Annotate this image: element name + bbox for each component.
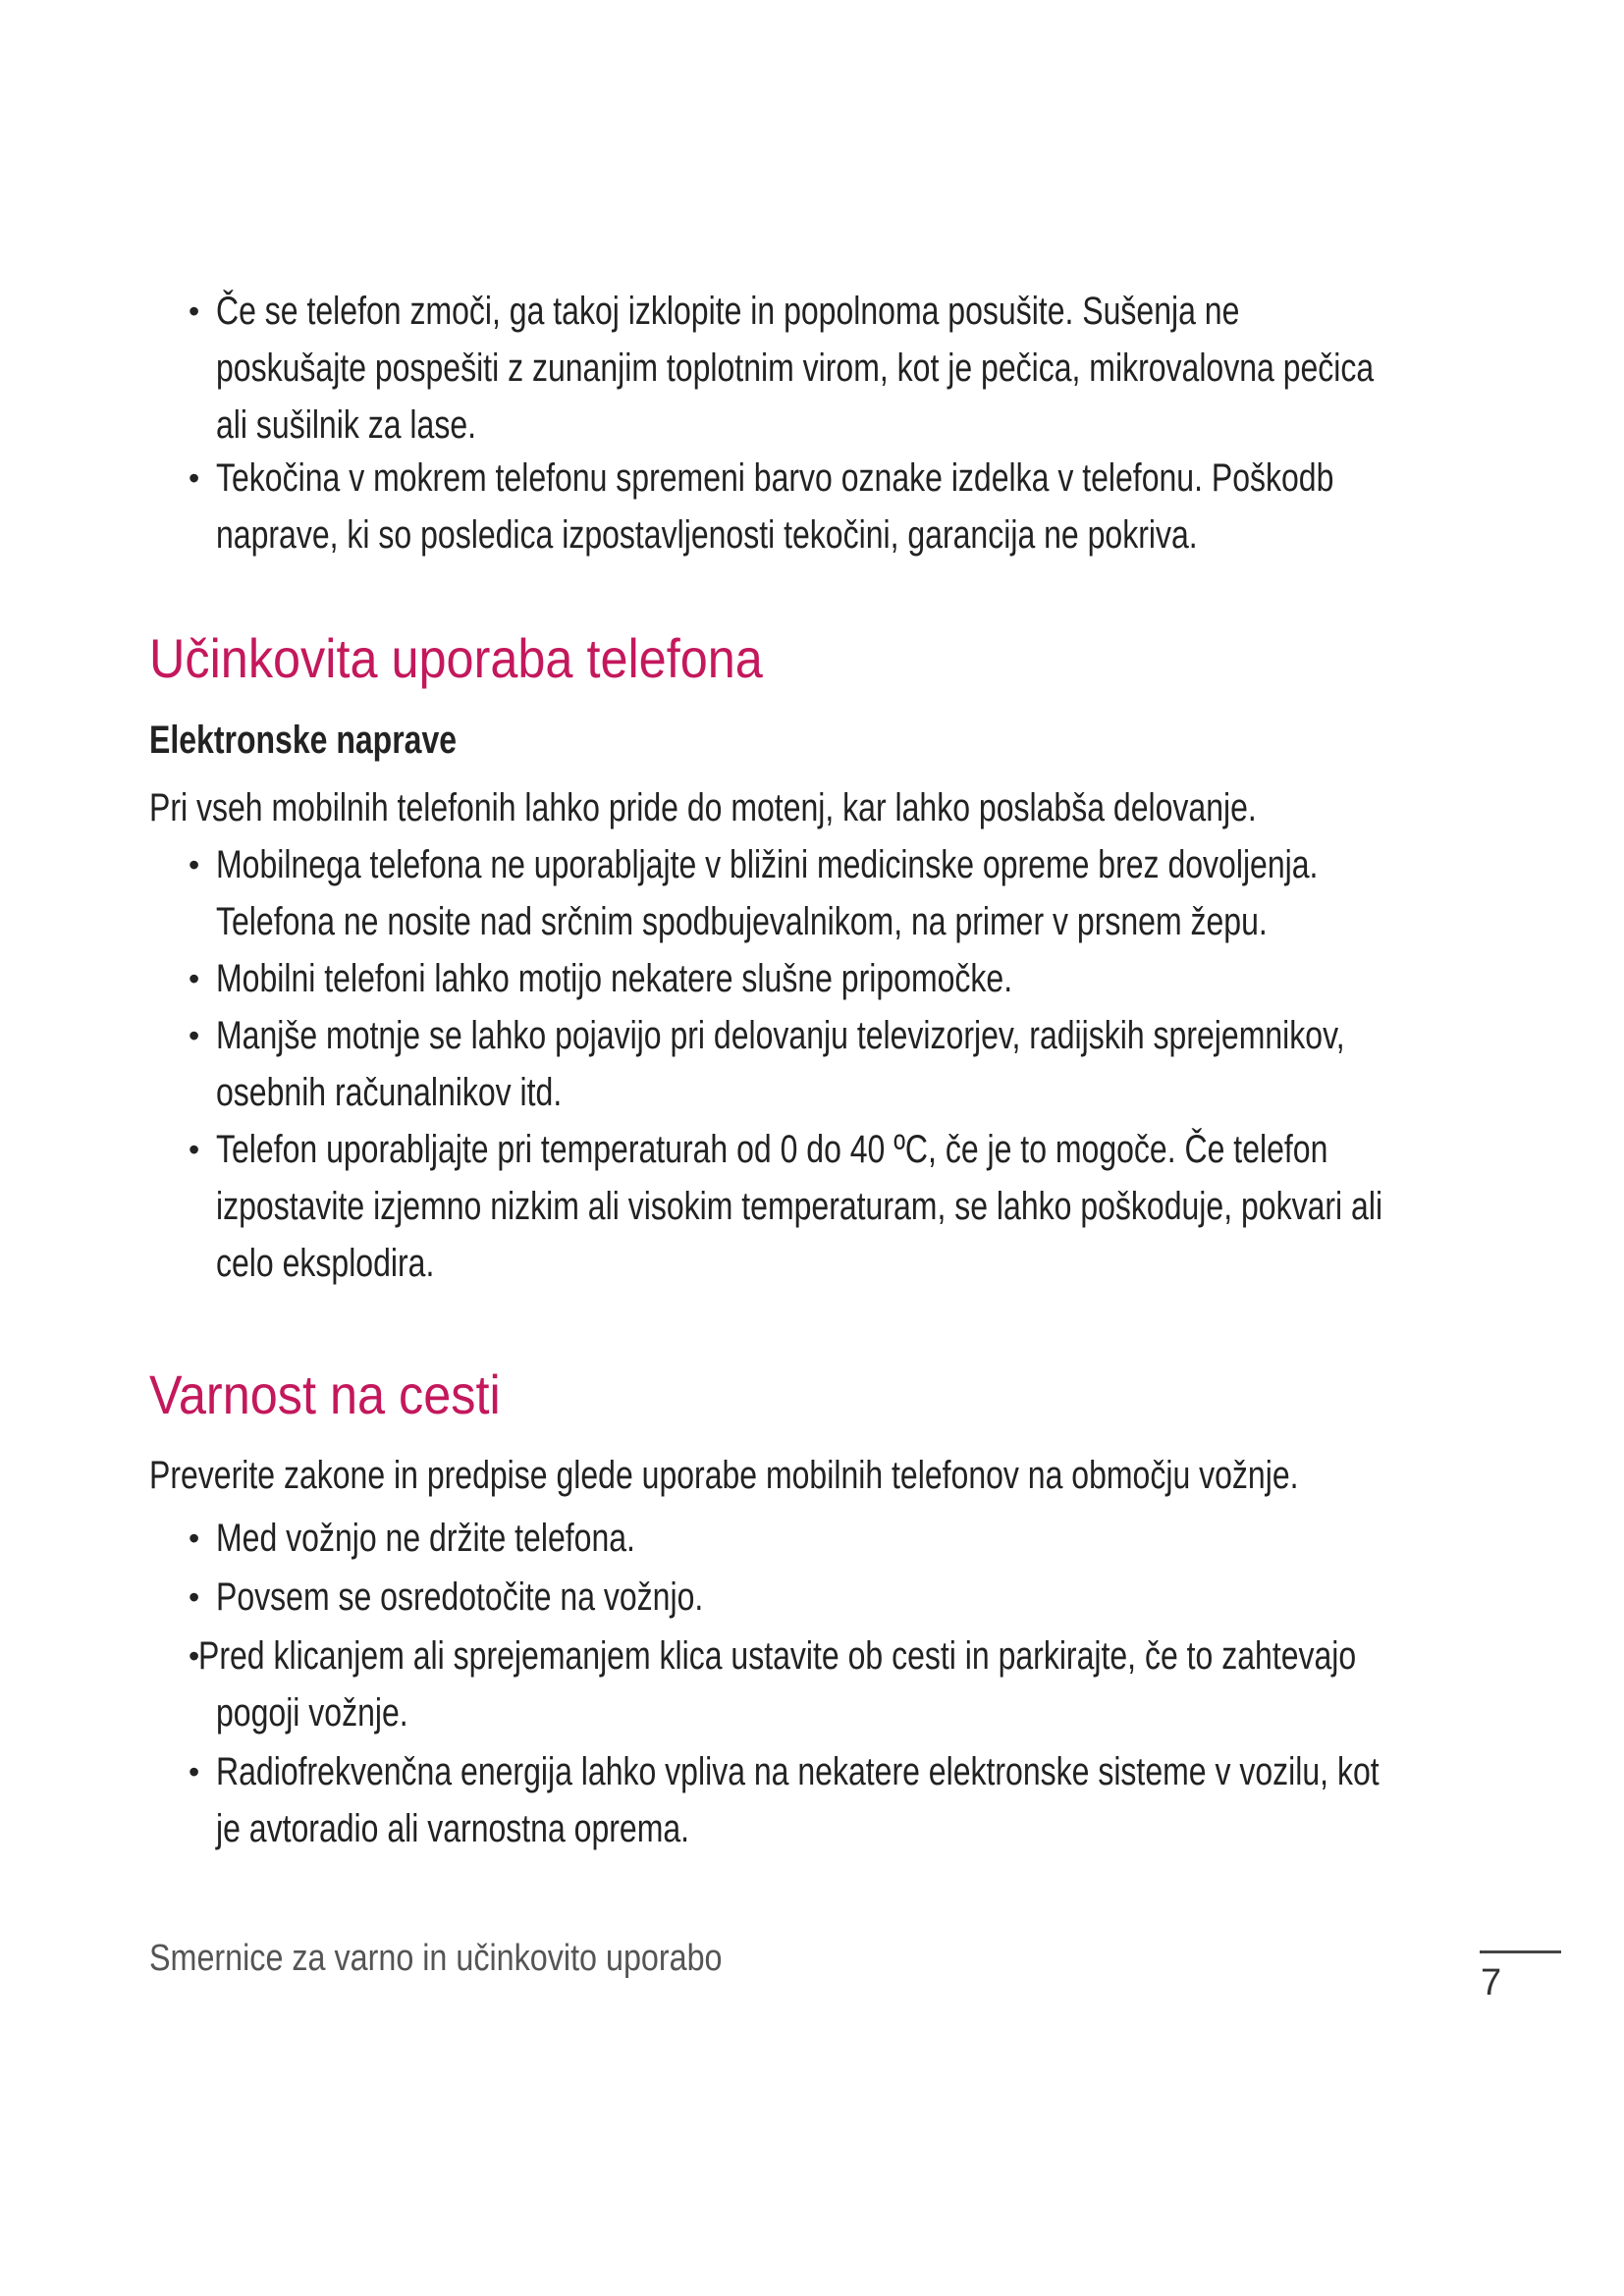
list-item-line: Manjše motnje se lahko pojavijo pri delovanju televizorjev, radijskih sprejemnikov,	[216, 1014, 1345, 1057]
list-item-line: Telefona ne nosite nad srčnim spodbujevalnikom, na primer v prsnem žepu.	[216, 900, 1268, 943]
list-item	[149, 1569, 1494, 1626]
bullet-icon: •	[189, 1579, 200, 1615]
footer-section-name: Smernice za varno in učinkovito uporabo	[149, 1938, 723, 1979]
list-item	[149, 1007, 1494, 1121]
bullet-icon: •	[189, 294, 200, 329]
section-intro: Preverite zakone in predpise glede uporabe mobilnih telefonov na območju vožnje.	[149, 1454, 1299, 1497]
list-item-line: Radiofrekvenčna energija lahko vpliva na nekatere elektronske sisteme v vozilu, kot	[216, 1750, 1380, 1793]
bullet-icon: •	[189, 460, 200, 496]
page-content	[149, 283, 1494, 1857]
list-item	[149, 1743, 1494, 1857]
list-item-line: Tekočina v mokrem telefonu spremeni barvo oznake izdelka v telefonu. Poškodb	[216, 456, 1334, 500]
list-item-line: Telefon uporabljajte pri temperaturah od 0 do 40 ºC, če je to mogoče. Če telefon	[216, 1128, 1328, 1171]
list-item-line: naprave, ki so posledica izpostavljenosti tekočini, garancija ne pokriva.	[216, 513, 1198, 557]
bullet-icon: •	[189, 1132, 200, 1167]
section-title-road-safety: Varnost na cesti	[149, 1363, 501, 1425]
list-item-line: Če se telefon zmoči, ga takoj izklopite in popolnoma posušite. Sušenja ne	[216, 290, 1240, 333]
electronic-devices-list	[149, 836, 1494, 1292]
list-item-line: celo eksplodira.	[216, 1242, 435, 1285]
bullet-icon: •	[189, 847, 200, 882]
list-item	[149, 283, 1494, 454]
list-item	[149, 836, 1494, 950]
list-item-line: Povsem se osredotočite na vožnjo.	[216, 1575, 704, 1619]
list-item	[149, 450, 1494, 563]
list-item-line: Pred klicanjem ali sprejemanjem klica ustavite ob cesti in parkirajte, če to zahtevajo	[198, 1634, 1357, 1678]
section-intro: Pri vseh mobilnih telefonih lahko pride do motenj, kar lahko poslabša delovanje.	[149, 786, 1257, 829]
list-item	[149, 1628, 1494, 1741]
water-damage-list	[149, 283, 1494, 563]
bullet-icon: •	[189, 1521, 200, 1556]
section-title-efficient-use: Učinkovita uporaba telefona	[149, 627, 763, 689]
bullet-icon: •	[189, 1018, 200, 1053]
bullet-icon: •	[189, 1638, 200, 1674]
bullet-icon: •	[189, 1754, 200, 1789]
road-safety-list	[149, 1510, 1494, 1857]
list-item	[149, 950, 1494, 1007]
list-item-line: ali sušilnik za lase.	[216, 403, 476, 447]
page-number: 7	[1481, 1962, 1502, 2003]
list-item-line: osebnih računalnikov itd.	[216, 1071, 563, 1114]
list-item	[149, 1121, 1494, 1292]
list-item	[149, 1510, 1494, 1567]
subsection-title-electronic-devices: Elektronske naprave	[149, 719, 458, 762]
footer-divider	[1480, 1950, 1561, 1953]
list-item-line: izpostavite izjemno nizkim ali visokim temperaturam, se lahko poškoduje, pokvari ali	[216, 1185, 1383, 1228]
bullet-icon: •	[189, 961, 200, 996]
list-item-line: pogoji vožnje.	[216, 1691, 408, 1735]
list-item-line: Med vožnjo ne držite telefona.	[216, 1517, 635, 1560]
list-item-line: Mobilnega telefona ne uporabljajte v bližini medicinske opreme brez dovoljenja.	[216, 843, 1319, 886]
list-item-line: poskušajte pospešiti z zunanjim toplotnim virom, kot je pečica, mikrovalovna pečica	[216, 347, 1375, 390]
list-item-line: je avtoradio ali varnostna oprema.	[216, 1807, 690, 1850]
list-item-line: Mobilni telefoni lahko motijo nekatere slušne pripomočke.	[216, 957, 1013, 1000]
